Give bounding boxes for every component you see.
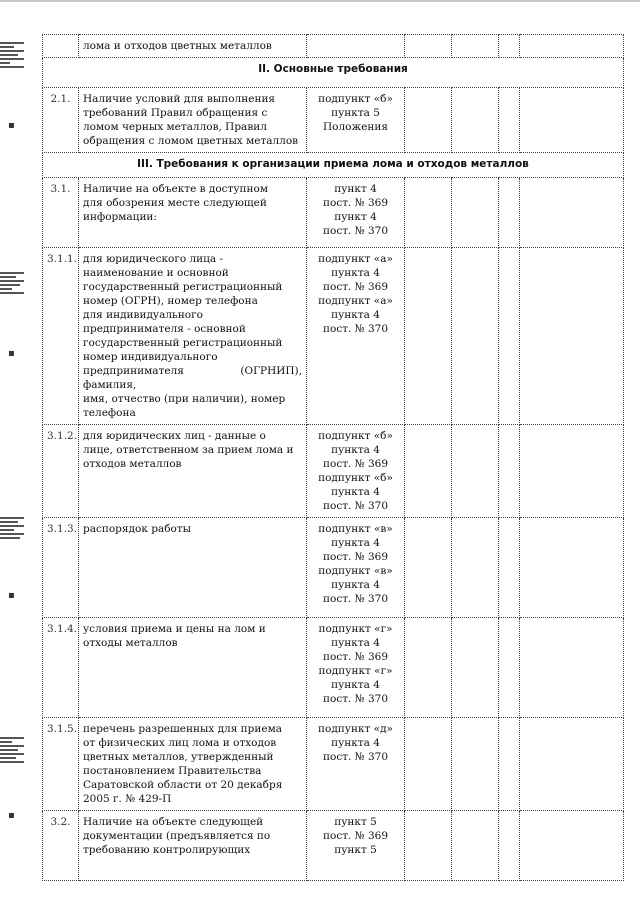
blank-check-cell bbox=[452, 178, 499, 248]
reference-line: пост. № 370 bbox=[323, 751, 388, 763]
legal-reference bbox=[307, 35, 405, 58]
reference-line: пост. № 369 bbox=[323, 458, 388, 470]
legal-reference bbox=[307, 518, 405, 618]
reference-line: подпункт «б» bbox=[318, 472, 393, 484]
requirement-line: требований Правил обращения с bbox=[83, 107, 268, 119]
reference-line: подпункт «г» bbox=[318, 623, 393, 635]
blank-check-cell bbox=[452, 618, 499, 718]
table-row bbox=[43, 518, 624, 618]
requirement-line: Саратовской области от 20 декабря bbox=[83, 779, 283, 791]
requirement-line: распорядок работы bbox=[83, 523, 192, 535]
requirement-line: номер индивидуального bbox=[83, 351, 218, 363]
requirement-line: лома и отходов цветных металлов bbox=[83, 40, 272, 52]
blank-check-cell bbox=[499, 518, 520, 618]
requirement-line: Наличие на объекте в доступном bbox=[83, 183, 269, 195]
requirement-line: имя, отчество (при наличии), номер bbox=[83, 393, 286, 405]
requirement-line: лице, ответственном за прием лома и bbox=[83, 444, 294, 456]
legal-reference bbox=[307, 88, 405, 153]
scan-margin-mark: ▪ bbox=[8, 348, 15, 359]
scan-margin-artifact bbox=[0, 270, 24, 296]
requirement-line: предпринимателя - основной bbox=[83, 323, 246, 335]
blank-check-cell bbox=[520, 618, 624, 718]
reference-line: пункта 5 bbox=[331, 107, 380, 119]
reference-line: пост. № 370 bbox=[323, 323, 388, 335]
scan-margin-mark: ▪ bbox=[8, 120, 15, 131]
reference-line: пост. № 370 bbox=[323, 693, 388, 705]
scan-margin-mark: ▪ bbox=[8, 590, 15, 601]
scan-margin-artifact bbox=[0, 40, 24, 70]
reference-line: пост. № 369 bbox=[323, 830, 388, 842]
requirement-line: документации (предъявляется по bbox=[83, 830, 271, 842]
blank-check-cell bbox=[499, 618, 520, 718]
table-row bbox=[43, 811, 624, 881]
requirement-line: Наличие на объекте следующей bbox=[83, 816, 264, 828]
requirement-text bbox=[79, 618, 307, 718]
blank-check-cell bbox=[499, 811, 520, 881]
requirement-text bbox=[79, 88, 307, 153]
reference-line: пост. № 369 bbox=[323, 651, 388, 663]
blank-check-cell bbox=[405, 425, 452, 518]
blank-check-cell bbox=[405, 88, 452, 153]
reference-line: пункта 4 bbox=[331, 486, 380, 498]
requirement-line: для обозрения месте следующей bbox=[83, 197, 267, 209]
table-row bbox=[43, 88, 624, 153]
requirement-line: условия приема и цены на лом и bbox=[83, 623, 266, 635]
item-number bbox=[43, 35, 79, 58]
requirement-text bbox=[79, 35, 307, 58]
reference-line: пункта 4 bbox=[331, 537, 380, 549]
item-number: 2.1. bbox=[43, 88, 79, 153]
requirement-text bbox=[79, 425, 307, 518]
blank-check-cell bbox=[520, 35, 624, 58]
blank-check-cell bbox=[520, 425, 624, 518]
reference-line: пункт 5 bbox=[334, 844, 377, 856]
item-number: 3.1.5. bbox=[43, 718, 79, 811]
blank-check-cell bbox=[452, 35, 499, 58]
requirements-table bbox=[42, 34, 624, 881]
blank-check-cell bbox=[520, 811, 624, 881]
table-row bbox=[43, 35, 624, 58]
blank-check-cell bbox=[452, 248, 499, 425]
blank-check-cell bbox=[499, 248, 520, 425]
reference-line: подпункт «б» bbox=[318, 430, 393, 442]
reference-line: пост. № 369 bbox=[323, 281, 388, 293]
requirement-line: информации: bbox=[83, 211, 157, 223]
reference-line: подпункт «б» bbox=[318, 93, 393, 105]
requirement-line: ломом черных металлов, Правил bbox=[83, 121, 267, 133]
item-number: 3.1.2. bbox=[43, 425, 79, 518]
requirement-line: перечень разрешенных для приема bbox=[83, 723, 283, 735]
requirement-line: предпринимателя (ОГРНИП), фамилия, bbox=[83, 365, 302, 391]
blank-check-cell bbox=[520, 518, 624, 618]
blank-check-cell bbox=[405, 618, 452, 718]
blank-check-cell bbox=[520, 88, 624, 153]
reference-line: пункта 4 bbox=[331, 309, 380, 321]
legal-reference bbox=[307, 425, 405, 518]
blank-check-cell bbox=[499, 718, 520, 811]
legal-reference bbox=[307, 718, 405, 811]
requirement-line: отходов металлов bbox=[83, 458, 182, 470]
reference-line: подпункт «а» bbox=[318, 295, 393, 307]
reference-line: пункт 4 bbox=[334, 211, 377, 223]
reference-line: пункт 5 bbox=[334, 816, 377, 828]
requirement-line: от физических лиц лома и отходов bbox=[83, 737, 277, 749]
table-row bbox=[43, 248, 624, 425]
reference-line: пост. № 369 bbox=[323, 551, 388, 563]
blank-check-cell bbox=[405, 248, 452, 425]
section-header-row bbox=[43, 153, 624, 178]
requirement-line: телефона bbox=[83, 407, 136, 419]
requirement-line: цветных металлов, утвержденный bbox=[83, 751, 274, 763]
blank-check-cell bbox=[452, 88, 499, 153]
requirement-line: Наличие условий для выполнения bbox=[83, 93, 276, 105]
item-number: 3.1.4. bbox=[43, 618, 79, 718]
requirement-line: обращения с ломом цветных металлов bbox=[83, 135, 299, 147]
reference-line: пункта 4 bbox=[331, 679, 380, 691]
requirement-text bbox=[79, 718, 307, 811]
item-number: 3.1.3. bbox=[43, 518, 79, 618]
requirement-line: 2005 г. № 429-П bbox=[83, 793, 172, 805]
reference-line: подпункт «в» bbox=[318, 523, 393, 535]
requirement-line: для юридических лиц - данные о bbox=[83, 430, 266, 442]
reference-line: пост. № 370 bbox=[323, 225, 388, 237]
requirement-line: государственный регистрационный bbox=[83, 337, 283, 349]
reference-line: подпункт «г» bbox=[318, 665, 393, 677]
blank-check-cell bbox=[452, 718, 499, 811]
requirement-text bbox=[79, 518, 307, 618]
item-number: 3.1. bbox=[43, 178, 79, 248]
requirement-line: требованию контролирующих bbox=[83, 844, 251, 856]
reference-line: пункт 4 bbox=[334, 183, 377, 195]
requirement-text bbox=[79, 178, 307, 248]
table-row bbox=[43, 425, 624, 518]
blank-check-cell bbox=[520, 718, 624, 811]
reference-line: подпункт «в» bbox=[318, 565, 393, 577]
section-header-row bbox=[43, 58, 624, 88]
requirement-text bbox=[79, 248, 307, 425]
requirement-text bbox=[79, 811, 307, 881]
blank-check-cell bbox=[405, 811, 452, 881]
scan-margin-artifact bbox=[0, 735, 24, 765]
blank-check-cell bbox=[405, 518, 452, 618]
item-number: 3.2. bbox=[43, 811, 79, 881]
reference-line: подпункт «д» bbox=[318, 723, 393, 735]
scan-top-edge bbox=[0, 0, 640, 2]
reference-line: пункта 4 bbox=[331, 444, 380, 456]
table-body bbox=[43, 35, 624, 881]
blank-check-cell bbox=[499, 35, 520, 58]
reference-line: подпункт «а» bbox=[318, 253, 393, 265]
legal-reference bbox=[307, 178, 405, 248]
reference-line: пункта 4 bbox=[331, 267, 380, 279]
blank-check-cell bbox=[499, 178, 520, 248]
table-row bbox=[43, 718, 624, 811]
requirement-line: отходы металлов bbox=[83, 637, 178, 649]
item-number: 3.1.1. bbox=[43, 248, 79, 425]
reference-line: пункта 4 bbox=[331, 637, 380, 649]
blank-check-cell bbox=[520, 178, 624, 248]
scan-margin-artifact bbox=[0, 515, 24, 541]
requirement-line: государственный регистрационный bbox=[83, 281, 283, 293]
requirement-line: для индивидуального bbox=[83, 309, 203, 321]
blank-check-cell bbox=[499, 88, 520, 153]
reference-line: Положения bbox=[323, 121, 388, 133]
requirement-line: для юридического лица - bbox=[83, 253, 224, 265]
reference-line: пост. № 370 bbox=[323, 500, 388, 512]
scan-margin-mark: ▪ bbox=[8, 810, 15, 821]
blank-check-cell bbox=[499, 425, 520, 518]
blank-check-cell bbox=[452, 425, 499, 518]
reference-line: пост. № 370 bbox=[323, 593, 388, 605]
reference-line: пункта 4 bbox=[331, 737, 380, 749]
table-row bbox=[43, 618, 624, 718]
blank-check-cell bbox=[405, 35, 452, 58]
blank-check-cell bbox=[452, 811, 499, 881]
table-row bbox=[43, 178, 624, 248]
requirement-line: постановлением Правительства bbox=[83, 765, 262, 777]
blank-check-cell bbox=[452, 518, 499, 618]
blank-check-cell bbox=[405, 178, 452, 248]
reference-line: пункта 4 bbox=[331, 579, 380, 591]
legal-reference bbox=[307, 248, 405, 425]
section-title: II. Основные требования bbox=[43, 58, 624, 88]
requirement-line: наименование и основной bbox=[83, 267, 229, 279]
section-title: III. Требования к организации приема лома и отходов металлов bbox=[43, 153, 624, 178]
legal-reference bbox=[307, 811, 405, 881]
requirement-line: номер (ОГРН), номер телефона bbox=[83, 295, 258, 307]
blank-check-cell bbox=[405, 718, 452, 811]
reference-line: пост. № 369 bbox=[323, 197, 388, 209]
legal-reference bbox=[307, 618, 405, 718]
blank-check-cell bbox=[520, 248, 624, 425]
